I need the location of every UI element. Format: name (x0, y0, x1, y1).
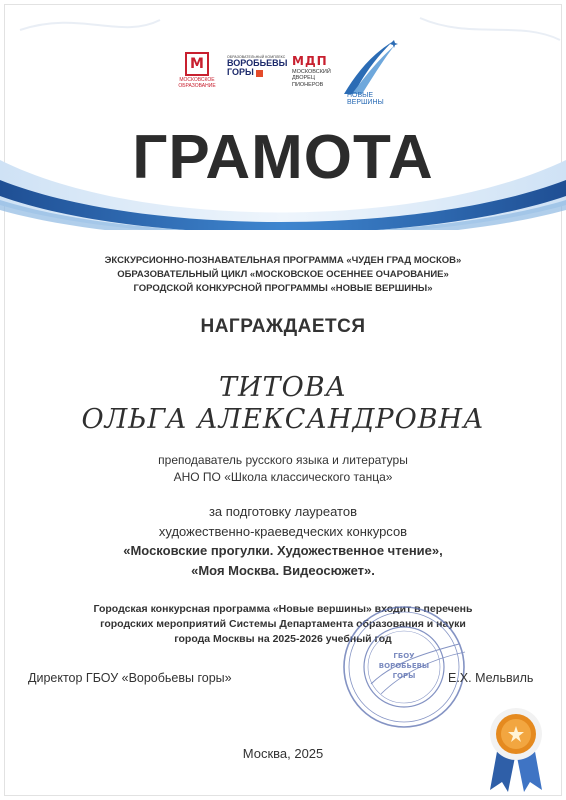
official-stamp (341, 604, 467, 730)
reason-line: «Московские прогулки. Художественное чтение», (123, 543, 443, 558)
recipient-position (0, 452, 566, 487)
award-reason (0, 502, 566, 580)
position-line: АНО ПО «Школа классического танца» (173, 470, 393, 485)
stamp-text: ВОРОБЬЕВЫ (378, 662, 430, 670)
program-description (60, 254, 506, 295)
certificate-title: ГРАМОТА (132, 123, 434, 192)
position-line: преподаватель русского языка и литературы (158, 453, 408, 467)
program-line: ОБРАЗОВАТЕЛЬНЫЙ ЦИКЛ «МОСКОВСКОЕ ОСЕННЕЕ ОЧАРОВАНИЕ» (117, 268, 449, 280)
recipient-given-name: ОЛЬГА АЛЕКСАНДРОВНА (81, 404, 485, 435)
reason-line: «Моя Москва. Видеосюжет». (191, 562, 375, 578)
vg-caption-small: ОБРАЗОВАТЕЛЬНЫЙ КОМПЛЕКС (227, 55, 286, 59)
reason-line: за подготовку лауреатов (208, 504, 358, 519)
stamp-text: ГОРЫ (392, 672, 416, 680)
medal-icon (488, 706, 544, 794)
vg-name: ВОРОБЬЕВЫ ГОРЫ (227, 58, 288, 78)
moscow-education-mark-icon: М (185, 52, 209, 76)
vg-square-icon (256, 70, 263, 77)
comet-icon (340, 40, 400, 96)
stamp-text: ГБОУ (393, 652, 415, 660)
mdp-caption: МОСКОВСКИЙ ДВОРЕЦ ПИОНЕРОВ (292, 69, 331, 88)
mdp-mark: МДП (292, 54, 328, 68)
awarded-heading: НАГРАЖДАЕТСЯ (200, 316, 366, 337)
header-wave-band (0, 0, 566, 230)
note-line: городских мероприятий Системы Департамента образования и науки (100, 618, 466, 631)
vorobyovy-gory-logo (227, 55, 289, 78)
note-line: Городская конкурсная программа «Новые вершины» входит в перечень (93, 603, 473, 615)
reason-line: художественно-краеведческих конкурсов (158, 523, 408, 539)
director-name: Е.Х. Мельвиль (448, 671, 534, 685)
novye-vershiny-logo (340, 40, 400, 120)
place-and-year: Москва, 2025 (242, 746, 324, 761)
recipient-surname: ТИТОВА (219, 372, 347, 403)
moscow-education-logo (176, 52, 218, 89)
note-line: города Москвы на 2025-2026 учебный год (174, 633, 392, 646)
program-line: ГОРОДСКОЙ КОНКУРСНОЙ ПРОГРАММЫ «НОВЫЕ ВЕРШИНЫ» (133, 282, 433, 294)
program-line: ЭКСКУРСИОННО-ПОЗНАВАТЕЛЬНАЯ ПРОГРАММА «ЧУДЕН ГРАД МОСКОВ» (104, 255, 462, 266)
director-title: Директор ГБОУ «Воробьевы горы» (28, 671, 232, 685)
nv-caption: НОВЫЕ ВЕРШИНЫ (347, 92, 384, 107)
moscow-education-caption: МОСКОВСКОЕ ОБРАЗОВАНИЕ (178, 77, 216, 89)
